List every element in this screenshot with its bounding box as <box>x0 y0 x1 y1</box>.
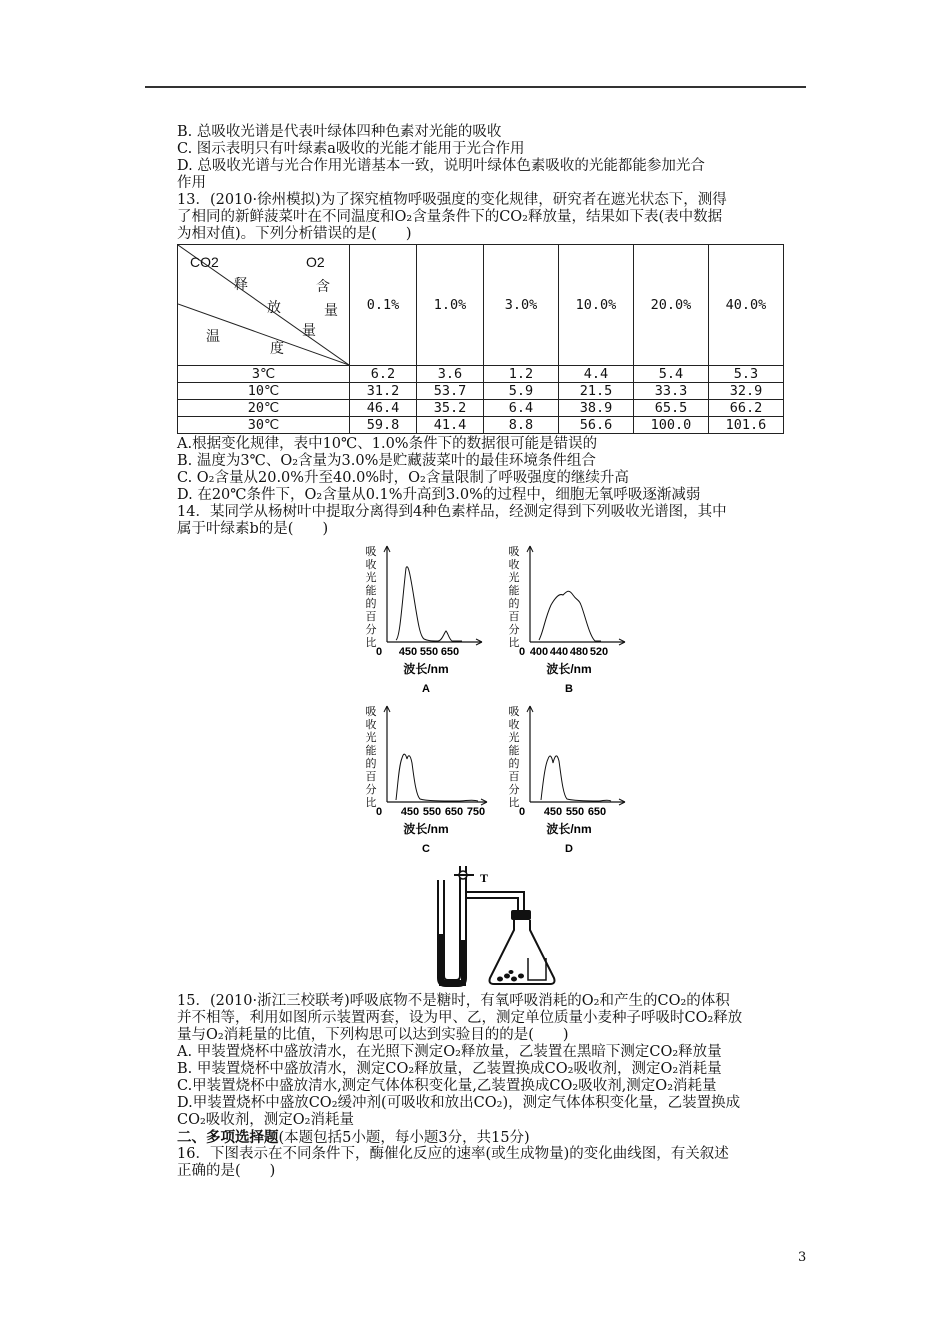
cell: 8.8 <box>484 417 559 434</box>
tick-label: 480 <box>569 646 589 658</box>
tick-label: 450 <box>398 646 418 658</box>
q13-option-b: B. 温度为3℃、O₂含量为3.0%是贮藏菠菜叶的最佳环境条件组合 <box>177 453 596 469</box>
chart-a <box>362 543 497 698</box>
u-tube-liquid-bottom <box>439 980 466 986</box>
svg-text:收: 收 <box>508 559 520 571</box>
q15-option-c: C.甲装置烧杯中盛放清水,测定气体体积变化量,乙装置换成CO₂吸收剂,测定O₂消耗量 <box>177 1078 717 1094</box>
u-tube-liquid-right <box>461 940 466 986</box>
series-line <box>396 754 478 801</box>
header-liang1: 量 <box>302 322 316 338</box>
tick-label: 650 <box>587 806 607 818</box>
q14-stem-1: 14．某同学从杨树叶中提取分离得到4种色素样品，经测定得到下列吸收光谱图，其中 <box>177 504 727 520</box>
table-row <box>178 417 784 434</box>
svg-text:百: 百 <box>365 771 377 783</box>
cell: 35.2 <box>417 400 484 417</box>
page-number: 3 <box>798 1250 807 1265</box>
q13-stem-1: 13．(2010·徐州模拟)为了探究植物呼吸强度的变化规律，研究者在遮光状态下，测得 <box>177 192 727 208</box>
axis-arrows <box>527 546 625 645</box>
header-o2: O2 <box>306 254 325 270</box>
q12-option-d-cont: 作用 <box>177 175 206 191</box>
svg-text:的: 的 <box>508 758 520 770</box>
tick-label: 550 <box>419 646 439 658</box>
cell: 32.9 <box>709 383 784 400</box>
cell: 5.4 <box>634 366 709 383</box>
col-header: 3.0% <box>484 245 559 366</box>
y-axis-label <box>509 545 520 649</box>
axis-arrows <box>384 706 487 805</box>
chart-label: A <box>422 683 430 695</box>
svg-text:百: 百 <box>365 611 377 623</box>
chart-label: C <box>422 843 430 855</box>
cell: 101.6 <box>709 417 784 434</box>
q15-option-b: B. 甲装置烧杯中盛放清水，测定CO₂释放量，乙装置换成CO₂吸收剂，测定O₂消耗量 <box>177 1061 722 1077</box>
respiration-apparatus-diagram <box>430 858 570 990</box>
tick-label: 440 <box>549 646 569 658</box>
q15-option-d-cont: CO₂吸收剂，测定O₂消耗量 <box>177 1112 354 1128</box>
series-line <box>396 567 462 641</box>
valve-label: T <box>480 871 489 885</box>
svg-text:百: 百 <box>508 771 520 783</box>
col-header: 40.0% <box>709 245 784 366</box>
tick-label: 400 <box>529 646 549 658</box>
row-temp: 3℃ <box>178 366 350 383</box>
u-tube-inner <box>444 866 460 980</box>
q15-option-a: A. 甲装置烧杯中盛放清水，在光照下测定O₂释放量，乙装置在黑暗下测定CO₂释放量 <box>177 1044 722 1060</box>
origin-label: 0 <box>375 806 383 818</box>
y-axis-label <box>366 545 377 649</box>
cell: 65.5 <box>634 400 709 417</box>
q15-stem-1: 15．(2010·浙江三校联考)呼吸底物不是糖时，有氧呼吸消耗的O₂和产生的CO₂的体积 <box>177 993 730 1009</box>
q15-option-d: D.甲装置烧杯中盛放CO₂缓冲剂(可吸收和放出CO₂)，测定气体体积变化量，乙装置换成 <box>177 1095 741 1111</box>
q12-option-d: D. 总吸收光谱与光合作用光谱基本一致，说明叶绿体色素吸收的光能都能参加光合 <box>177 158 705 174</box>
q14-stem-2: 属于叶绿素b的是( ) <box>177 521 329 537</box>
svg-text:比: 比 <box>508 797 520 809</box>
y-axis-label <box>366 705 377 809</box>
section-2-title: 二、多项选择题 <box>177 1129 279 1146</box>
x-axis-label: 波长/nm <box>546 662 592 676</box>
svg-text:光: 光 <box>508 572 520 584</box>
svg-text:百: 百 <box>508 611 520 623</box>
col-header: 10.0% <box>559 245 634 366</box>
header-han: 含 <box>316 278 330 294</box>
cell: 100.0 <box>634 417 709 434</box>
q15-stem-2: 并不相等，利用如图所示装置两套，设为甲、乙，测定单位质量小麦种子呼吸时CO₂释放 <box>177 1010 743 1026</box>
chart-b <box>505 543 640 698</box>
cell: 41.4 <box>417 417 484 434</box>
tick-label: 550 <box>422 806 442 818</box>
svg-text:的: 的 <box>365 758 377 770</box>
svg-text:分: 分 <box>365 784 377 796</box>
header-rule <box>145 86 806 88</box>
tick-label: 450 <box>400 806 420 818</box>
svg-text:能: 能 <box>508 585 520 597</box>
cell: 31.2 <box>350 383 417 400</box>
col-header: 0.1% <box>350 245 417 366</box>
table-row <box>178 383 784 400</box>
svg-text:比: 比 <box>508 637 520 649</box>
respiration-table <box>177 244 784 434</box>
connecting-tube <box>466 866 518 910</box>
svg-text:分: 分 <box>508 624 520 636</box>
cell: 6.4 <box>484 400 559 417</box>
q12-option-c: C. 图示表明只有叶绿素a吸收的光能才能用于光合作用 <box>177 141 525 157</box>
cell: 4.4 <box>559 366 634 383</box>
svg-text:光: 光 <box>365 732 377 744</box>
svg-text:吸: 吸 <box>508 706 520 718</box>
header-du: 度 <box>270 340 284 356</box>
section-2-heading <box>177 1129 530 1147</box>
q13-stem-2: 了相同的新鲜菠菜叶在不同温度和O₂含量条件下的CO₂释放量，结果如下表(表中数据 <box>177 209 723 225</box>
header-shi: 释 <box>234 276 248 292</box>
svg-text:的: 的 <box>508 598 520 610</box>
flask-stopper <box>511 910 531 920</box>
x-axis-label: 波长/nm <box>403 662 449 676</box>
cell: 56.6 <box>559 417 634 434</box>
chart-c <box>362 703 497 858</box>
origin-label: 0 <box>518 806 526 818</box>
q13-option-d: D. 在20℃条件下，O₂含量从0.1%升高到3.0%的过程中，细胞无氧呼吸逐渐减弱 <box>177 487 701 503</box>
header-co2: CO2 <box>190 254 219 270</box>
cell: 38.9 <box>559 400 634 417</box>
q13-option-c: C. O₂含量从20.0%升至40.0%时，O₂含量限制了呼吸强度的继续升高 <box>177 470 629 486</box>
q15-stem-3: 量与O₂消耗量的比值，下列构思可以达到实验目的的是( ) <box>177 1027 569 1043</box>
svg-text:光: 光 <box>508 732 520 744</box>
table-row <box>178 400 784 417</box>
svg-text:吸: 吸 <box>365 546 377 558</box>
svg-text:光: 光 <box>365 572 377 584</box>
table-row <box>178 366 784 383</box>
y-axis-label <box>509 705 520 809</box>
cell: 5.9 <box>484 383 559 400</box>
cell: 1.2 <box>484 366 559 383</box>
svg-text:吸: 吸 <box>365 706 377 718</box>
cell: 33.3 <box>634 383 709 400</box>
svg-text:能: 能 <box>365 745 377 757</box>
cell: 6.2 <box>350 366 417 383</box>
row-temp: 20℃ <box>178 400 350 417</box>
x-axis-label: 波长/nm <box>403 822 449 836</box>
chart-label: D <box>565 843 573 855</box>
q13-stem-3: 为相对值)。下列分析错误的是( ) <box>177 226 412 242</box>
svg-text:的: 的 <box>365 598 377 610</box>
chart-d <box>505 703 640 858</box>
svg-text:吸: 吸 <box>508 546 520 558</box>
q13-option-a: A.根据变化规律，表中10℃、1.0%条件下的数据很可能是错误的 <box>177 436 598 452</box>
cell: 53.7 <box>417 383 484 400</box>
header-wen: 温 <box>206 328 220 344</box>
cell: 46.4 <box>350 400 417 417</box>
svg-text:分: 分 <box>508 784 520 796</box>
q16-stem-2: 正确的是( ) <box>177 1163 276 1179</box>
series-line <box>541 756 611 801</box>
col-header: 20.0% <box>634 245 709 366</box>
svg-text:收: 收 <box>365 559 377 571</box>
svg-text:比: 比 <box>365 797 377 809</box>
series-line <box>539 591 601 641</box>
header-liang2: 量 <box>324 302 338 318</box>
svg-text:收: 收 <box>508 719 520 731</box>
chart-label: B <box>565 683 573 695</box>
u-tube-liquid-left <box>439 934 444 986</box>
row-temp: 10℃ <box>178 383 350 400</box>
cell: 59.8 <box>350 417 417 434</box>
tick-label: 650 <box>440 646 460 658</box>
cell: 66.2 <box>709 400 784 417</box>
table-corner-header <box>178 245 350 366</box>
svg-text:能: 能 <box>365 585 377 597</box>
tick-label: 550 <box>565 806 585 818</box>
svg-text:收: 收 <box>365 719 377 731</box>
section-2-desc: (本题包括5小题，每小题3分，共15分) <box>278 1130 530 1146</box>
tick-label: 750 <box>466 806 486 818</box>
q12-option-b: B. 总吸收光谱是代表叶绿体四种色素对光能的吸收 <box>177 124 502 140</box>
tick-label: 450 <box>543 806 563 818</box>
tick-label: 650 <box>444 806 464 818</box>
origin-label: 0 <box>518 646 526 658</box>
cell: 5.3 <box>709 366 784 383</box>
svg-text:比: 比 <box>365 637 377 649</box>
origin-label: 0 <box>375 646 383 658</box>
svg-text:能: 能 <box>508 745 520 757</box>
cell: 3.6 <box>417 366 484 383</box>
header-fang: 放 <box>267 299 281 315</box>
col-header: 1.0% <box>417 245 484 366</box>
q16-stem-1: 16．下图表示在不同条件下，酶催化反应的速率(或生成物量)的变化曲线图，有关叙述 <box>177 1146 729 1162</box>
tick-label: 520 <box>589 646 609 658</box>
cell: 21.5 <box>559 383 634 400</box>
row-temp: 30℃ <box>178 417 350 434</box>
x-axis-label: 波长/nm <box>546 822 592 836</box>
svg-text:分: 分 <box>365 624 377 636</box>
